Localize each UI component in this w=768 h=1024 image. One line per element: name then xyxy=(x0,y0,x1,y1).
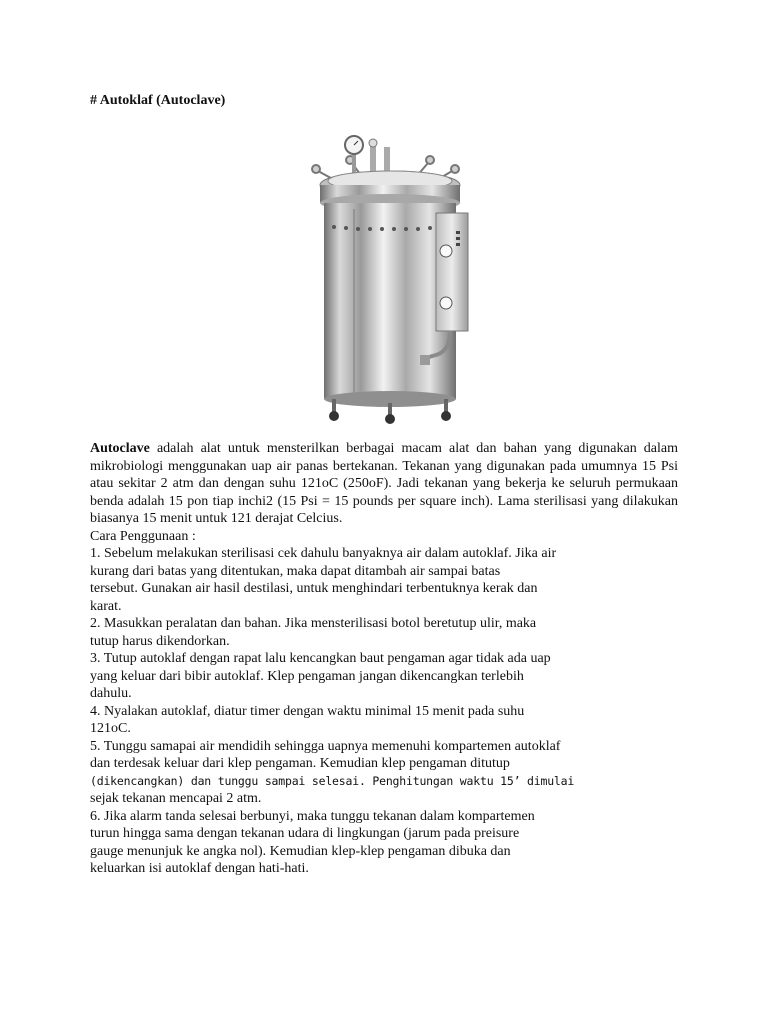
page-heading: # Autoklaf (Autoclave) xyxy=(90,93,226,108)
step-line: keluarkan isi autoklaf dengan hati-hati. xyxy=(90,861,309,876)
step-line: 5. Tunggu samapai air mendidih sehingga uapnya memenuhi kompartemen autoklaf xyxy=(90,738,561,754)
step-line: gauge menunjuk ke angka nol). Kemudian klep-klep pengaman dibuka dan xyxy=(90,843,511,859)
step-line: kurang dari batas yang ditentukan, maka dapat ditambah air sampai batas xyxy=(90,563,501,579)
step-line: karat. xyxy=(90,598,122,614)
step-line: 121oC. xyxy=(90,721,131,736)
step-line: sejak tekanan mencapai 2 atm. xyxy=(90,791,262,806)
step-1 xyxy=(90,545,678,615)
step-line: 6. Jika alarm tanda selesai berbunyi, maka tunggu tekanan dalam kompartemen xyxy=(90,808,535,824)
step-line: dan terdesak keluar dari klep pengaman. Kemudian klep pengaman ditutup xyxy=(90,756,510,771)
step-line: 2. Masukkan peralatan dan bahan. Jika mensterilisasi botol beretutup ulir, maka xyxy=(90,616,537,631)
step-line: (dikencangkan) dan tunggu sampai selesai. Penghitungan waktu 15’ dimulai xyxy=(90,773,575,788)
step-3 xyxy=(90,650,678,703)
step-5 xyxy=(90,738,678,808)
step-line: turun hingga sama dengan tekanan udara di lingkungan (jarum pada preisure xyxy=(90,826,520,841)
intro-text: adalah alat untuk mensterilkan berbagai macam alat dan bahan yang digunakan dalam mikrobiologi menggunakan uap air panas bertekanan. Tekanan yang digunakan pada umumnya 15 Psi atau sekitar 2 atm dan dengan suhu 121oC (250oF). Jadi tekanan yang bekerja ke seluruh permukaan benda adalah 15 pon tiap inchi2 (15 Psi = 15 pounds per square inch). Lama sterilisasi yang dilakukan biasanya 15 menit untuk 121 derajat Celcius. xyxy=(90,441,678,526)
step-line: yang keluar dari bibir autoklaf. Klep pengaman jangan dikencangkan terlebih xyxy=(90,668,524,684)
step-6 xyxy=(90,808,678,878)
step-2 xyxy=(90,615,678,650)
step-4 xyxy=(90,703,678,738)
step-line: 4. Nyalakan autoklaf, diatur timer dengan waktu minimal 15 menit pada suhu xyxy=(90,703,525,719)
usage-title: Cara Penggunaan : xyxy=(90,528,196,544)
step-line: tersebut. Gunakan air hasil destilasi, untuk menghindari terbentuknya kerak dan xyxy=(90,581,538,596)
document-body xyxy=(90,440,678,878)
autoclave-illustration xyxy=(300,133,480,430)
step-line: 1. Sebelum melakukan sterilisasi cek dahulu banyaknya air dalam autoklaf. Jika air xyxy=(90,546,557,561)
step-line: dahulu. xyxy=(90,686,132,701)
autoclave-image xyxy=(300,133,480,430)
intro-paragraph xyxy=(90,440,678,528)
intro-term: Autoclave xyxy=(90,441,150,456)
step-line: 3. Tutup autoklaf dengan rapat lalu kencangkan baut pengaman agar tidak ada uap xyxy=(90,651,551,666)
step-line: tutup harus dikendorkan. xyxy=(90,633,230,649)
